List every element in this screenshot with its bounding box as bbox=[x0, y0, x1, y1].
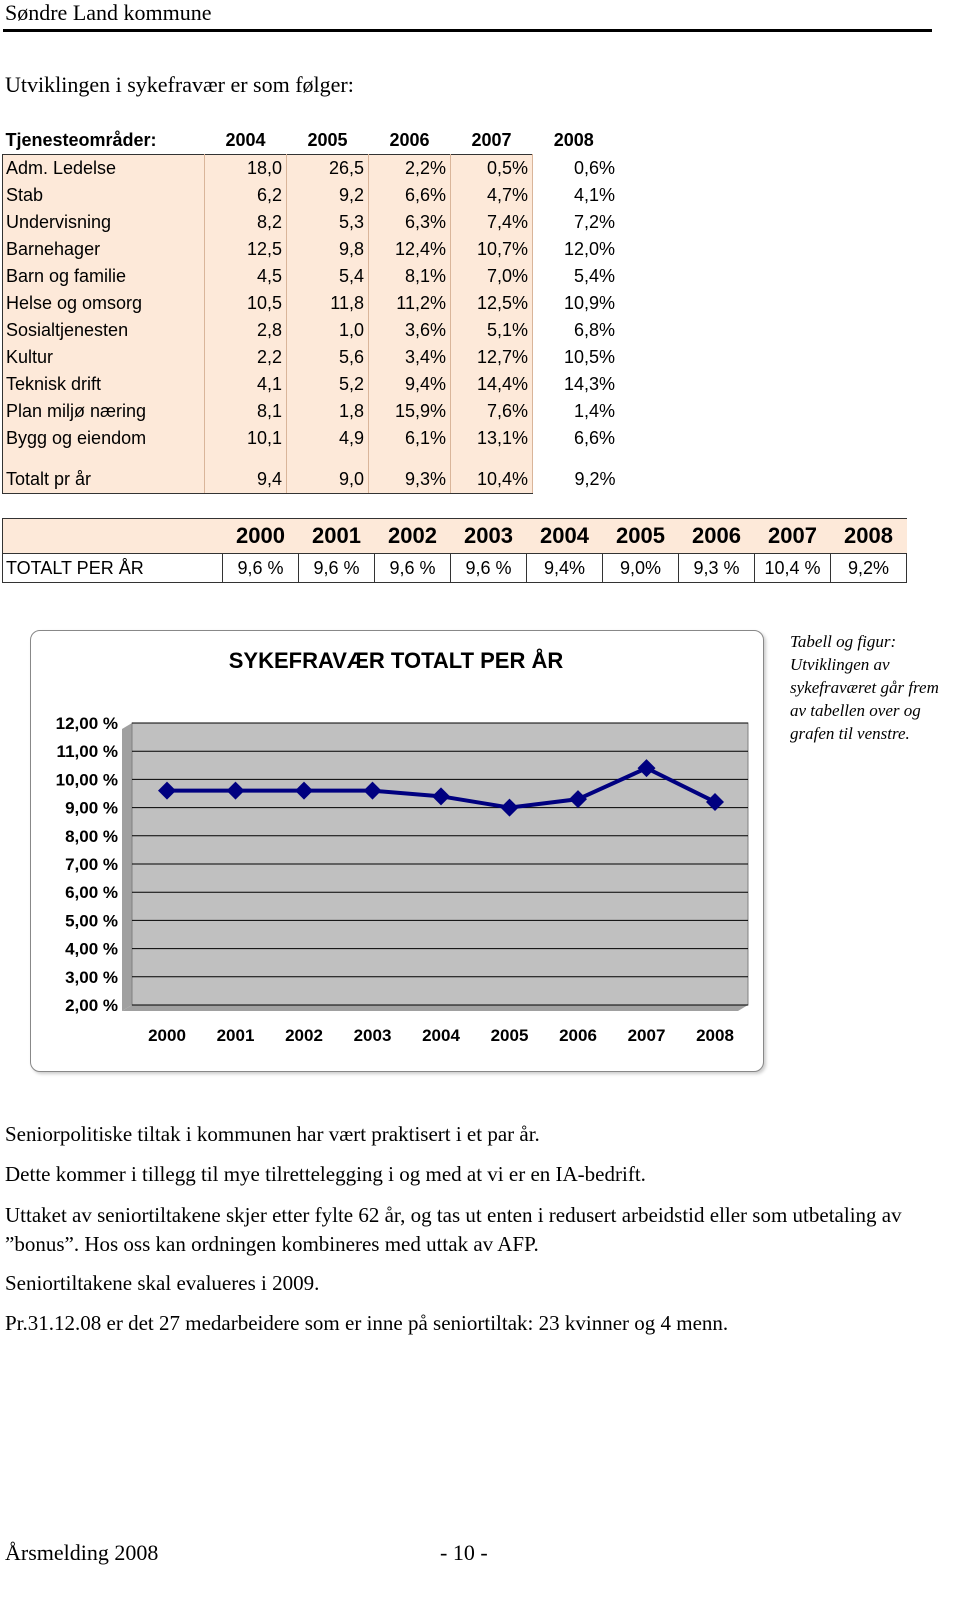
totals-year-header: 2001 bbox=[299, 519, 375, 554]
plot-side-wall bbox=[122, 723, 132, 1011]
services-year-header: 2005 bbox=[307, 130, 348, 150]
services-cell: 2,2 bbox=[205, 344, 287, 371]
services-cell: 10,7% bbox=[451, 236, 533, 263]
services-row-label: Bygg og eiendom bbox=[3, 425, 205, 452]
services-cell: 9,2 bbox=[287, 182, 369, 209]
services-cell: 6,2 bbox=[205, 182, 287, 209]
x-tick-label: 2005 bbox=[490, 1026, 529, 1045]
services-cell: 7,2% bbox=[573, 212, 615, 232]
y-tick-label: 4,00 % bbox=[65, 939, 118, 959]
services-cell: 12,7% bbox=[451, 344, 533, 371]
services-cell: 9,4% bbox=[369, 371, 451, 398]
services-cell: 2,8 bbox=[205, 317, 287, 344]
y-tick-label: 6,00 % bbox=[65, 883, 118, 903]
totals-value-cell: 9,3 % bbox=[679, 554, 755, 583]
chart-title: SYKEFRAVÆR TOTALT PER ÅR bbox=[228, 648, 564, 673]
services-cell: 5,3 bbox=[287, 209, 369, 236]
services-cell: 8,1% bbox=[369, 263, 451, 290]
x-tick-label: 2001 bbox=[216, 1026, 255, 1045]
services-total-cell: 9,4 bbox=[205, 466, 287, 494]
y-tick-label: 12,00 % bbox=[55, 714, 118, 733]
services-cell: 8,1 bbox=[205, 398, 287, 425]
totals-value-cell: 9,6 % bbox=[375, 554, 451, 583]
services-total-cell: 9,3% bbox=[369, 466, 451, 494]
services-row-label: Barn og familie bbox=[3, 263, 205, 290]
totals-year-header: 2005 bbox=[603, 519, 679, 554]
services-cell: 26,5 bbox=[287, 155, 369, 183]
totals-value-cell: 9,4% bbox=[527, 554, 603, 583]
services-row-label: Undervisning bbox=[3, 209, 205, 236]
services-cell: 9,8 bbox=[287, 236, 369, 263]
totals-year-header: 2000 bbox=[223, 519, 299, 554]
services-row-label: Stab bbox=[3, 182, 205, 209]
services-cell: 1,8 bbox=[287, 398, 369, 425]
services-cell: 6,3% bbox=[369, 209, 451, 236]
services-cell: 1,4% bbox=[573, 401, 615, 421]
services-cell: 7,6% bbox=[451, 398, 533, 425]
totals-value-cell: 9,6 % bbox=[451, 554, 527, 583]
services-cell: 0,5% bbox=[451, 155, 533, 183]
y-tick-label: 5,00 % bbox=[65, 911, 118, 931]
services-cell: 4,9 bbox=[287, 425, 369, 452]
plot-floor bbox=[122, 1005, 748, 1011]
totals-year-header: 2007 bbox=[755, 519, 831, 554]
services-cell: 12,5 bbox=[205, 236, 287, 263]
services-cell: 5,4% bbox=[573, 266, 615, 286]
services-cell: 1,0 bbox=[287, 317, 369, 344]
y-tick-label: 10,00 % bbox=[55, 770, 118, 790]
y-tick-label: 9,00 % bbox=[65, 798, 118, 818]
services-cell: 14,3% bbox=[563, 374, 615, 394]
services-cell: 12,5% bbox=[451, 290, 533, 317]
services-row-label: Plan miljø næring bbox=[3, 398, 205, 425]
services-row-label: Teknisk drift bbox=[3, 371, 205, 398]
services-year-header: 2007 bbox=[471, 130, 512, 150]
x-tick-label: 2004 bbox=[422, 1026, 460, 1045]
totals-year-header: 2006 bbox=[679, 519, 755, 554]
y-tick-label: 3,00 % bbox=[65, 967, 118, 987]
paragraph-5: Pr.31.12.08 er det 27 medarbeidere som er inne på seniortiltak: 23 kvinner og 4 menn. bbox=[5, 1311, 729, 1335]
x-tick-label: 2003 bbox=[353, 1026, 392, 1045]
services-year-header: 2004 bbox=[225, 130, 266, 150]
services-year-header: 2006 bbox=[389, 130, 430, 150]
y-tick-label: 2,00 % bbox=[65, 996, 118, 1015]
services-cell: 5,1% bbox=[451, 317, 533, 344]
services-cell: 4,5 bbox=[205, 263, 287, 290]
services-cell: 4,7% bbox=[451, 182, 533, 209]
document-header-title: Søndre Land kommune bbox=[5, 0, 212, 25]
y-tick-label: 11,00 % bbox=[56, 742, 118, 762]
services-total-cell: 10,4% bbox=[451, 466, 533, 494]
services-cell: 11,8 bbox=[287, 290, 369, 317]
y-tick-label: 7,00 % bbox=[65, 855, 118, 874]
totals-year-header: 2008 bbox=[831, 519, 907, 554]
x-tick-label: 2006 bbox=[559, 1026, 597, 1045]
paragraph-4: Seniortiltakene skal evalueres i 2009. bbox=[5, 1271, 320, 1295]
services-cell: 12,4% bbox=[369, 236, 451, 263]
totals-value-cell: 10,4 % bbox=[755, 554, 831, 583]
services-cell: 12,0% bbox=[563, 239, 615, 259]
services-header-label: Tjenesteområder: bbox=[5, 130, 157, 150]
services-cell: 13,1% bbox=[451, 425, 533, 452]
intro-text: Utviklingen i sykefravær er som følger: bbox=[5, 72, 354, 97]
services-total-cell: 9,2% bbox=[574, 469, 616, 490]
totals-year-header: 2002 bbox=[375, 519, 451, 554]
services-cell: 3,6% bbox=[369, 317, 451, 344]
services-cell: 6,8% bbox=[573, 320, 615, 340]
totals-year-header: 2004 bbox=[527, 519, 603, 554]
y-tick-label: 8,00 % bbox=[65, 826, 118, 846]
services-row-label: Kultur bbox=[3, 344, 205, 371]
services-cell: 18,0 bbox=[205, 155, 287, 183]
services-row-label: Adm. Ledelse bbox=[3, 155, 205, 183]
services-cell: 10,5% bbox=[563, 347, 615, 367]
services-cell: 5,6 bbox=[287, 344, 369, 371]
services-cell: 15,9% bbox=[369, 398, 451, 425]
services-cell: 4,1 bbox=[205, 371, 287, 398]
services-cell: 4,1% bbox=[573, 185, 615, 205]
services-row-label: Helse og omsorg bbox=[3, 290, 205, 317]
paragraph-2: Dette kommer i tillegg til mye tilrettelegging i og med at vi er en IA-bedrift. bbox=[5, 1162, 646, 1186]
services-cell: 10,1 bbox=[205, 425, 287, 452]
services-total-cell: 9,0 bbox=[287, 466, 369, 494]
services-row-label: Sosialtjenesten bbox=[3, 317, 205, 344]
x-tick-label: 2002 bbox=[285, 1026, 323, 1045]
services-cell: 8,2 bbox=[205, 209, 287, 236]
services-cell: 11,2% bbox=[369, 290, 451, 317]
services-cell: 7,4% bbox=[451, 209, 533, 236]
paragraph-3: Uttaket av seniortiltakene skjer etter fylte 62 år, og tas ut enten i redusert arbeidstid eller som utbetaling av ”bonus”. Hos oss kan ordningen kombineres med uttak av AFP. bbox=[5, 1203, 902, 1256]
services-total-label: Totalt pr år bbox=[3, 466, 205, 494]
totals-value-cell: 9,2% bbox=[831, 554, 907, 583]
services-cell: 6,1% bbox=[369, 425, 451, 452]
services-cell: 2,2% bbox=[369, 155, 451, 183]
totals-row-label: TOTALT PER ÅR bbox=[3, 554, 223, 583]
services-cell: 6,6% bbox=[573, 428, 615, 448]
totals-year-header: 2003 bbox=[451, 519, 527, 554]
totals-value-cell: 9,6 % bbox=[223, 554, 299, 583]
x-tick-label: 2007 bbox=[627, 1026, 666, 1045]
x-tick-label: 2008 bbox=[696, 1026, 734, 1045]
services-cell: 10,5 bbox=[205, 290, 287, 317]
footer-report-name: Årsmelding 2008 bbox=[5, 1540, 159, 1565]
services-cell: 14,4% bbox=[451, 371, 533, 398]
services-cell: 5,2 bbox=[287, 371, 369, 398]
services-cell: 7,0% bbox=[451, 263, 533, 290]
paragraph-1: Seniorpolitiske tiltak i kommunen har vært praktisert i et par år. bbox=[5, 1122, 540, 1146]
side-note: Tabell og figur: Utviklingen av sykefraværet går frem av tabellen over og grafen til venstre. bbox=[790, 632, 939, 743]
services-cell: 5,4 bbox=[287, 263, 369, 290]
services-cell: 10,9% bbox=[563, 293, 615, 313]
totals-value-cell: 9,0% bbox=[603, 554, 679, 583]
services-row-label: Barnehager bbox=[3, 236, 205, 263]
x-tick-label: 2000 bbox=[148, 1026, 186, 1045]
services-cell: 0,6% bbox=[573, 157, 615, 178]
footer-page-number: - 10 - bbox=[440, 1540, 488, 1565]
services-cell: 3,4% bbox=[369, 344, 451, 371]
services-cell: 6,6% bbox=[369, 182, 451, 209]
totals-value-cell: 9,6 % bbox=[299, 554, 375, 583]
services-year-header: 2008 bbox=[553, 130, 594, 151]
